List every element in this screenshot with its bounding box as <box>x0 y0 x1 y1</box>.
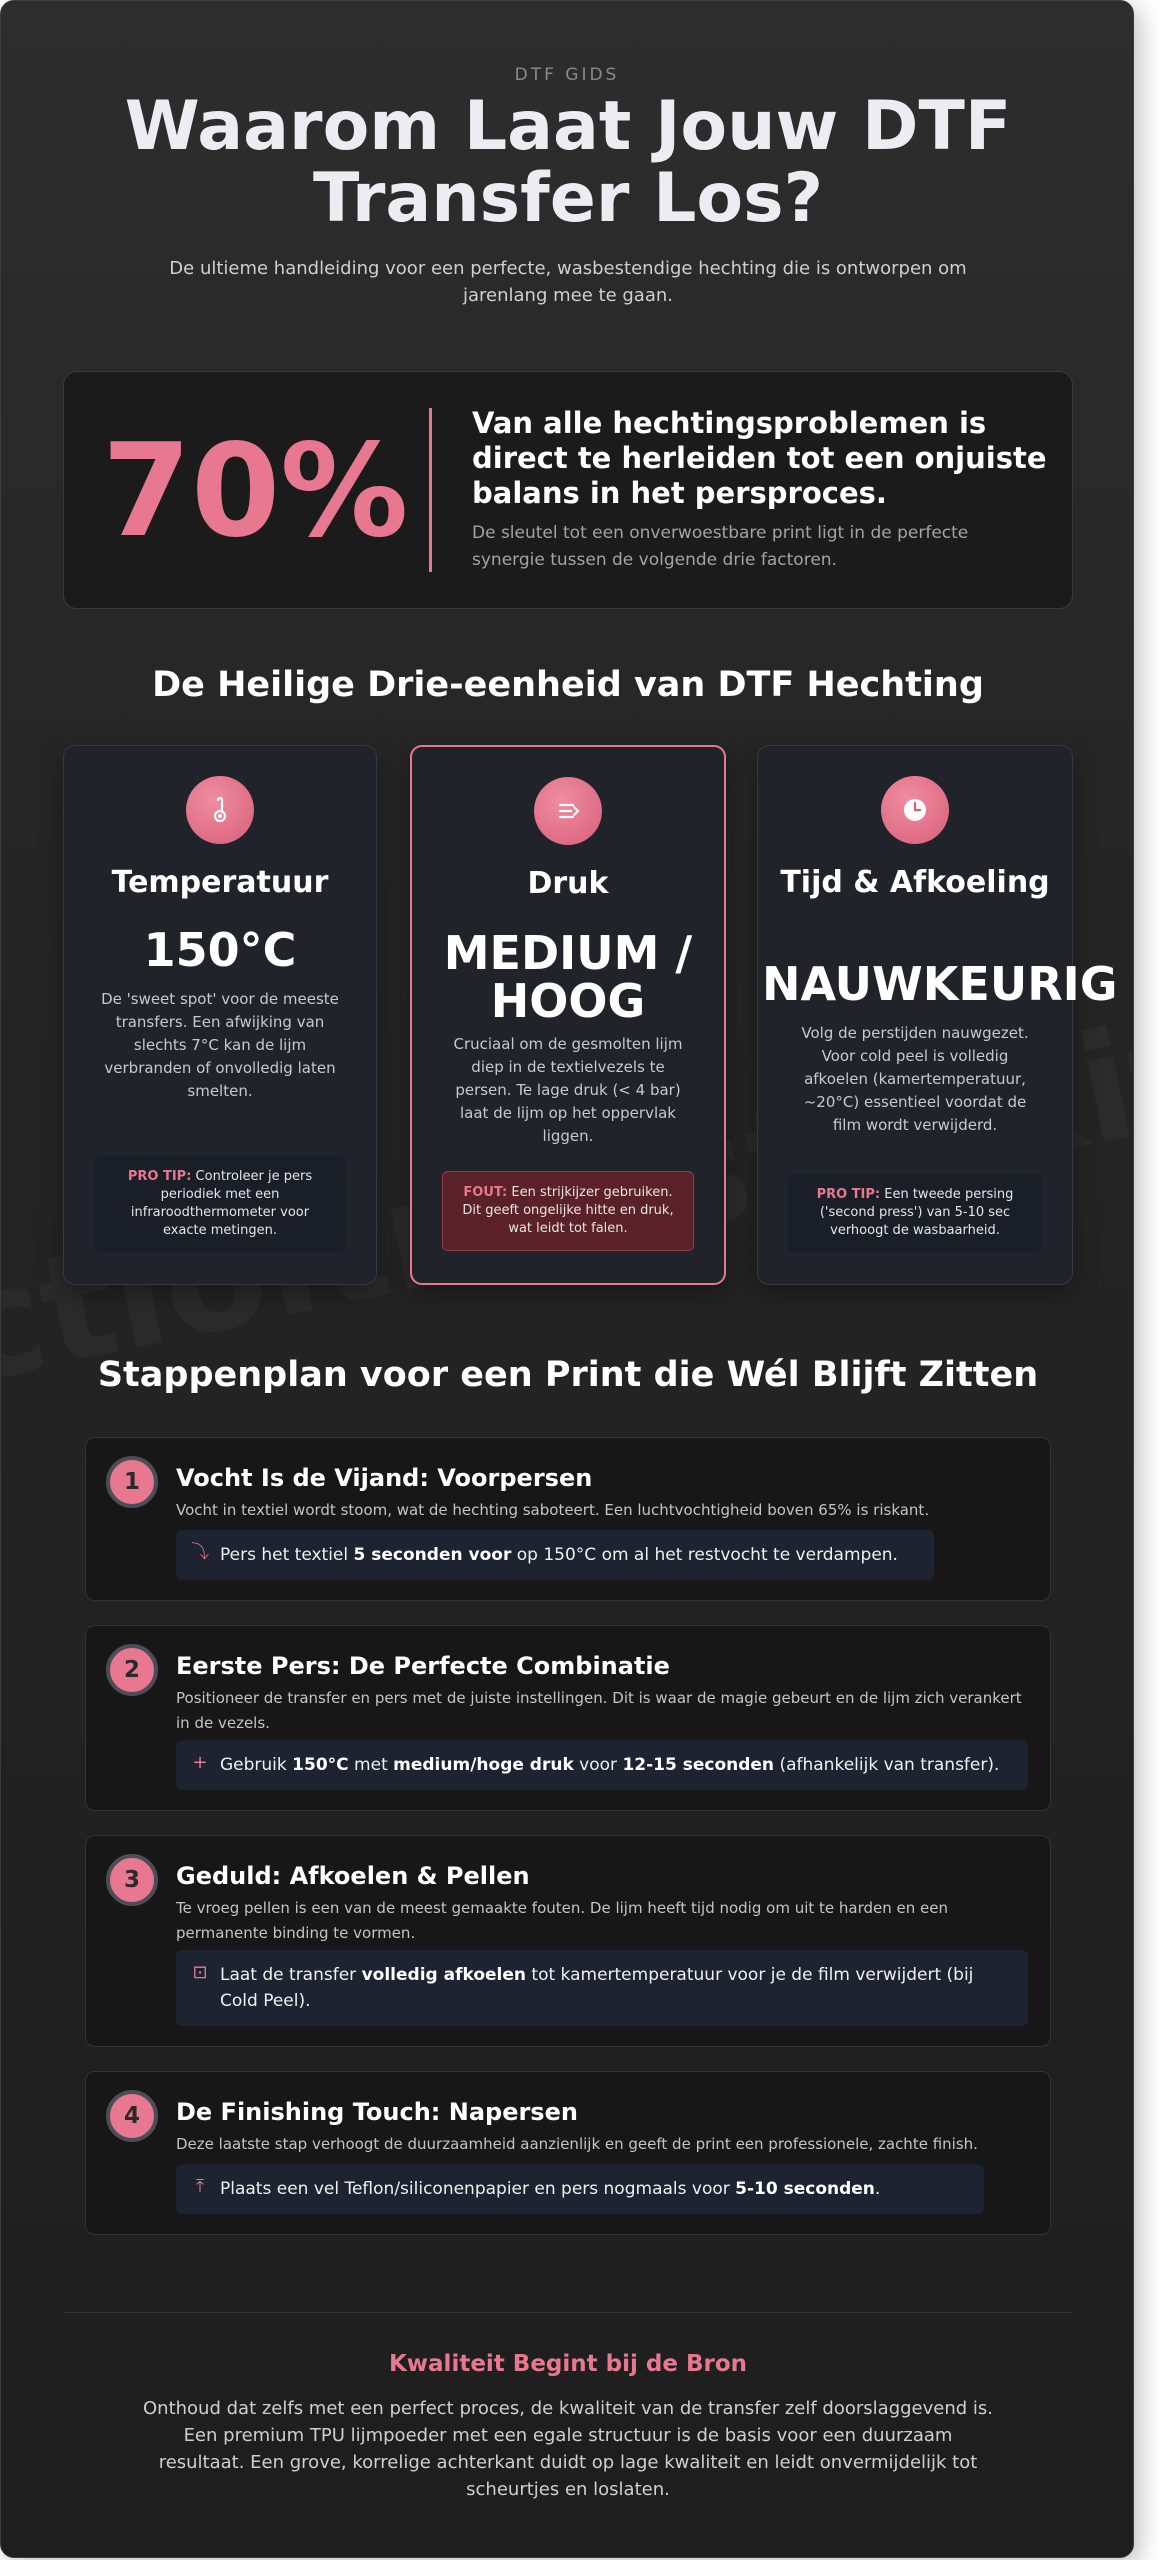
step-title: De Finishing Touch: Napersen <box>176 2098 578 2126</box>
action-text: tot kamertemperatuur voor je de film verwijdert (bij Cold Peel). <box>220 1965 974 2011</box>
pillar-temperature <box>63 745 377 1285</box>
error-tip-box <box>442 1171 694 1251</box>
steps-title: Stappenplan voor een Print die Wél Blijft Zitten <box>97 1355 1039 1395</box>
footer-divider <box>63 2312 1073 2313</box>
action-emphasis: medium/hoge druk <box>393 1755 574 1775</box>
step-description: Te vroeg pellen is een van de meest gemaakte fouten. De lijm heeft tijd nodig om uit te harden en een permanente binding te vormen. <box>176 1899 948 1942</box>
step-action <box>176 1530 934 1580</box>
pillar-title: Temperatuur <box>111 865 329 900</box>
clock-icon <box>881 776 949 844</box>
pillar-value: MEDIUM / HOOG <box>443 926 693 1028</box>
stat-panel <box>63 371 1073 609</box>
action-text: . <box>874 2179 881 2199</box>
action-text: Pers het textiel <box>220 1545 354 1565</box>
action-text: op 150°C om al het restvocht te verdampen. <box>511 1545 898 1565</box>
pillar-description: Cruciaal om de gesmolten lijm diep in de textielvezels te persen. Te lage druk (< 4 bar) laat de lijm op het oppervlak liggen. <box>453 1035 683 1145</box>
upload-icon: ⤒ <box>196 2176 204 2197</box>
action-text: Plaats een vel Teflon/siliconenpapier en pers nogmaals voor <box>220 2179 736 2199</box>
stat-heading: Van alle hechtingsproblemen is direct te herleiden tot een onjuiste balans in het persproces. <box>472 406 1047 510</box>
footer-title: Kwaliteit Begint bij de Bron <box>388 2351 748 2377</box>
step-card-2 <box>85 1625 1051 1811</box>
cool-down-icon: ⊡ <box>192 1962 208 1983</box>
action-text: (afhankelijk van transfer). <box>774 1755 1000 1775</box>
plus-icon: + <box>192 1752 208 1773</box>
step-description: Positioneer de transfer en pers met de juiste instellingen. Dit is waar de magie gebeurt en de lijm zich verankert in de vezels. <box>176 1689 1022 1732</box>
tip-text: Een strijkijzer gebruiken. Dit geeft ongelijke hitte en druk, wat leidt tot falen. <box>462 1185 674 1236</box>
tip-text: Een tweede persing ('second press') van 5-10 sec verhoogt de wasbaarheid. <box>819 1187 1014 1238</box>
tip-label: PRO TIP: <box>127 1169 192 1184</box>
step-card-1 <box>85 1437 1051 1601</box>
step-title: Vocht Is de Vijand: Voorpersen <box>176 1464 593 1492</box>
pillar-time <box>757 745 1118 1285</box>
tip-label: PRO TIP: <box>816 1187 881 1202</box>
trinity-title: De Heilige Drie-eenheid van DTF Hechting <box>152 665 984 705</box>
action-text: met <box>348 1755 394 1775</box>
step-description: Vocht in textiel wordt stoom, wat de hechting saboteert. Een luchtvochtigheid boven 65% is riskant. <box>176 1501 930 1519</box>
pillar-value: 150°C <box>143 923 297 977</box>
step-title: Eerste Pers: De Perfecte Combinatie <box>176 1652 670 1680</box>
tip-text: Controleer je pers periodiek met een infraroodthermometer voor exacte metingen. <box>130 1169 313 1238</box>
page-title: Waarom Laat Jouw DTF Transfer Los? <box>124 87 1012 238</box>
pillar-description: De 'sweet spot' voor de meeste transfers. Een afwijking van slechts 7°C kan de lijm verbranden of onvolledig laten smelten. <box>101 990 339 1100</box>
pillar-title: Tijd & Afkoeling <box>780 865 1050 900</box>
step-action <box>176 1950 1028 2026</box>
pro-tip-box <box>94 1156 346 1252</box>
pillar-pressure <box>410 745 726 1285</box>
action-emphasis: 5 seconden voor <box>353 1545 512 1565</box>
step-title: Geduld: Afkoelen & Pellen <box>176 1862 530 1890</box>
pillar-value: NAUWKEURIG <box>762 957 1118 1011</box>
step-action <box>176 1740 1028 1790</box>
step-description: Deze laatste stap verhoogt de duurzaamheid aanzienlijk en geeft de print een professionele, zachte finish. <box>176 2135 978 2153</box>
action-emphasis: volledig afkoelen <box>361 1965 526 1985</box>
action-emphasis: 5-10 seconden <box>735 2179 875 2199</box>
eyebrow-label: DTF GIDS <box>514 65 620 85</box>
pillar-title: Druk <box>527 866 609 901</box>
stat-description: De sleutel tot een onverwoestbare print ligt in de perfecte synergie tussen de volgende drie factoren. <box>472 523 969 570</box>
action-text: voor <box>573 1755 623 1775</box>
pro-tip-box <box>788 1174 1042 1252</box>
footer-text: Onthoud dat zelfs met een perfect proces, de kwaliteit van de transfer zelf doorslaggevend is. Een premium TPU lijmpoeder met een egale structuur is de basis voor een duurzaam resultaat. Een grove, korrelige achterkant duidt op lage kwaliteit en leidt onvermijdelijk tot scheurtjes en loslaten. <box>143 2398 993 2500</box>
pressure-icon <box>534 777 602 845</box>
action-emphasis: 12-15 seconden <box>622 1755 775 1775</box>
tip-label: FOUT: <box>463 1185 508 1200</box>
stat-divider <box>429 408 432 572</box>
pillar-description: Volg de perstijden nauwgezet. Voor cold peel is volledig afkoelen (kamertemperatuur, ~20°C) essentieel voordat de film wordt verwijderd. <box>801 1024 1029 1134</box>
step-number: 1 <box>106 1456 158 1508</box>
page-subtitle: De ultieme handleiding voor een perfecte, wasbestendige hechting die is ontworpen om jarenlang mee te gaan. <box>169 258 967 306</box>
action-emphasis: 150°C <box>292 1755 349 1775</box>
action-text: Laat de transfer <box>220 1965 362 1985</box>
step-number: 2 <box>106 1644 158 1696</box>
action-text: Gebruik <box>220 1755 293 1775</box>
step-card-3 <box>85 1835 1051 2047</box>
step-number: 4 <box>106 2090 158 2142</box>
stat-percentage: 70% <box>102 417 409 566</box>
thermometer-icon <box>186 776 254 844</box>
step-number: 3 <box>106 1854 158 1906</box>
steam-icon: ⤵ <box>191 1542 209 1563</box>
step-card-4 <box>85 2071 1051 2235</box>
step-action <box>176 2164 984 2214</box>
